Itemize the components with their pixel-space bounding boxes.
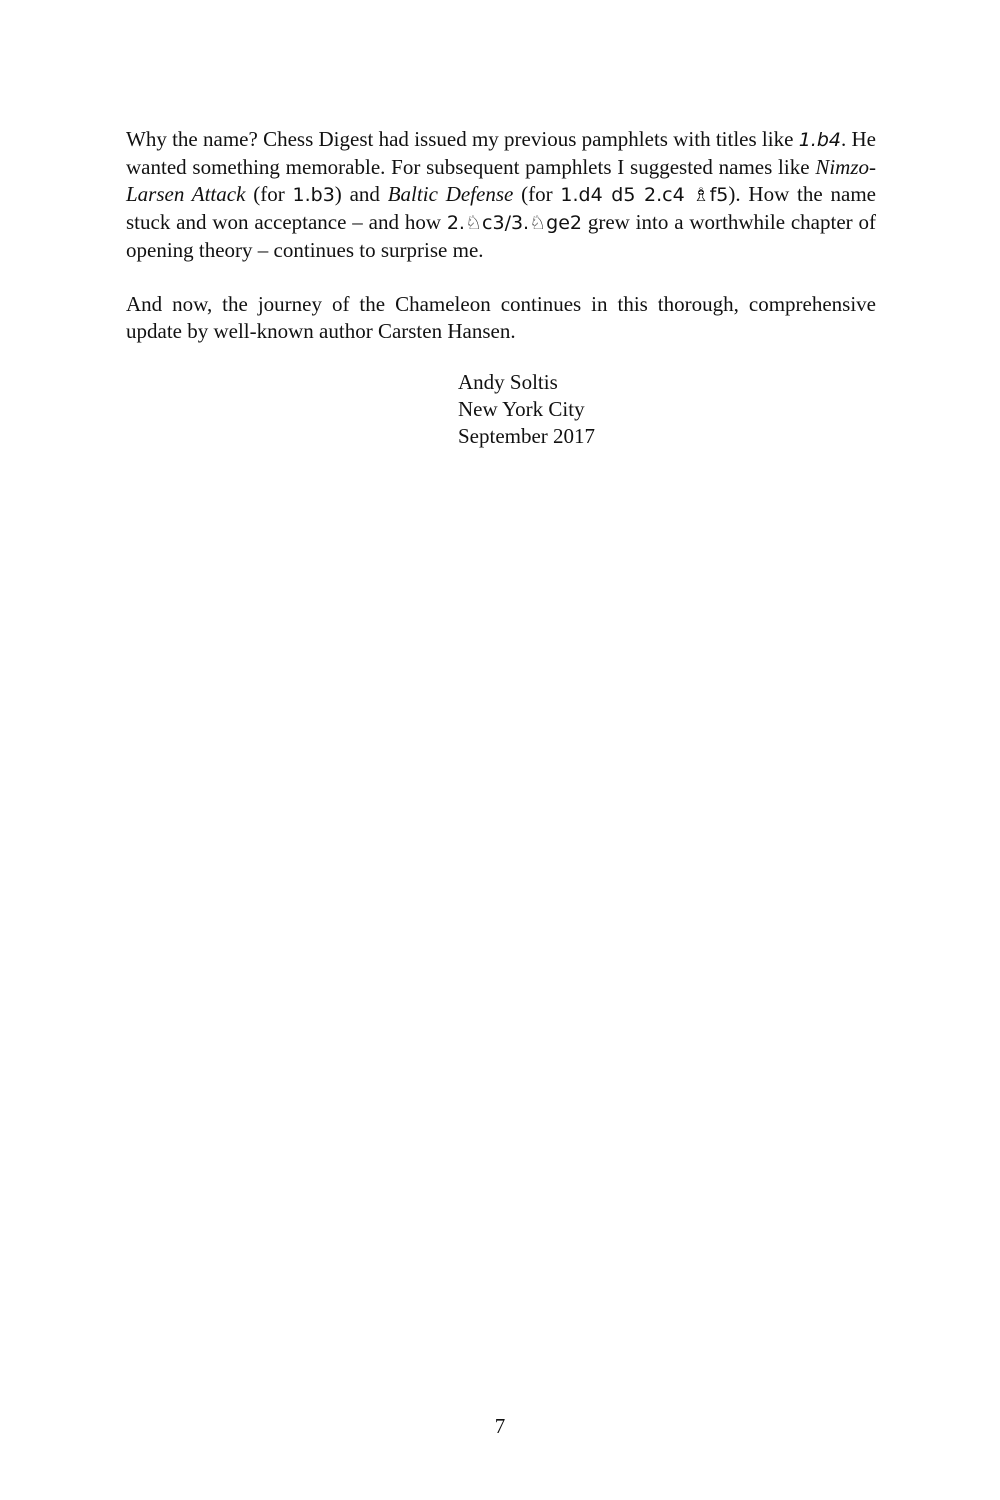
paragraph-name-origin	[126, 126, 876, 264]
signature-block	[458, 369, 595, 450]
signature-name: Andy Soltis	[458, 370, 558, 394]
signature-date: September 2017	[458, 424, 596, 448]
text-segment: ) and	[334, 182, 388, 206]
paragraph-update: And now, the journey of the Chameleon continues in this thorough, comprehensive update by well-known author Carsten Hansen.	[126, 292, 876, 343]
title-nimzo-larsen-attack: Nimzo-Larsen Attack	[126, 155, 876, 206]
knight-icon: ♘	[529, 212, 547, 234]
text-segment: . He wanted something memorable. For subsequent pamphlets I suggested names like	[126, 127, 876, 179]
text-segment: (for	[513, 182, 561, 206]
move-nge2: ge2	[546, 212, 582, 234]
move-f5: f5	[709, 184, 729, 206]
knight-icon: ♘	[464, 212, 483, 234]
title-baltic-defense: Baltic Defense	[387, 182, 514, 206]
title-1b4: 1.b4	[798, 129, 841, 151]
move-number: 2.	[446, 212, 465, 234]
text-segment: (for	[245, 182, 293, 206]
signature-city: New York City	[458, 397, 585, 421]
page-number: 7	[494, 1414, 506, 1438]
move-sequence: 1.d4 d5 2.c4	[560, 184, 685, 206]
text-segment: Why the name? Chess Digest had issued my previous pamphlets with titles like	[126, 127, 799, 151]
bishop-icon: ♗	[692, 184, 710, 206]
body-text	[126, 126, 876, 345]
move-nc3: c3/3.	[482, 212, 530, 234]
move-1b3: 1.b3	[292, 184, 335, 206]
text-segment: grew into a worthwhile chapter of opening theory – continues to surprise me.	[126, 210, 876, 262]
text-segment: ). How the name stuck and won acceptance – and how	[126, 182, 876, 234]
